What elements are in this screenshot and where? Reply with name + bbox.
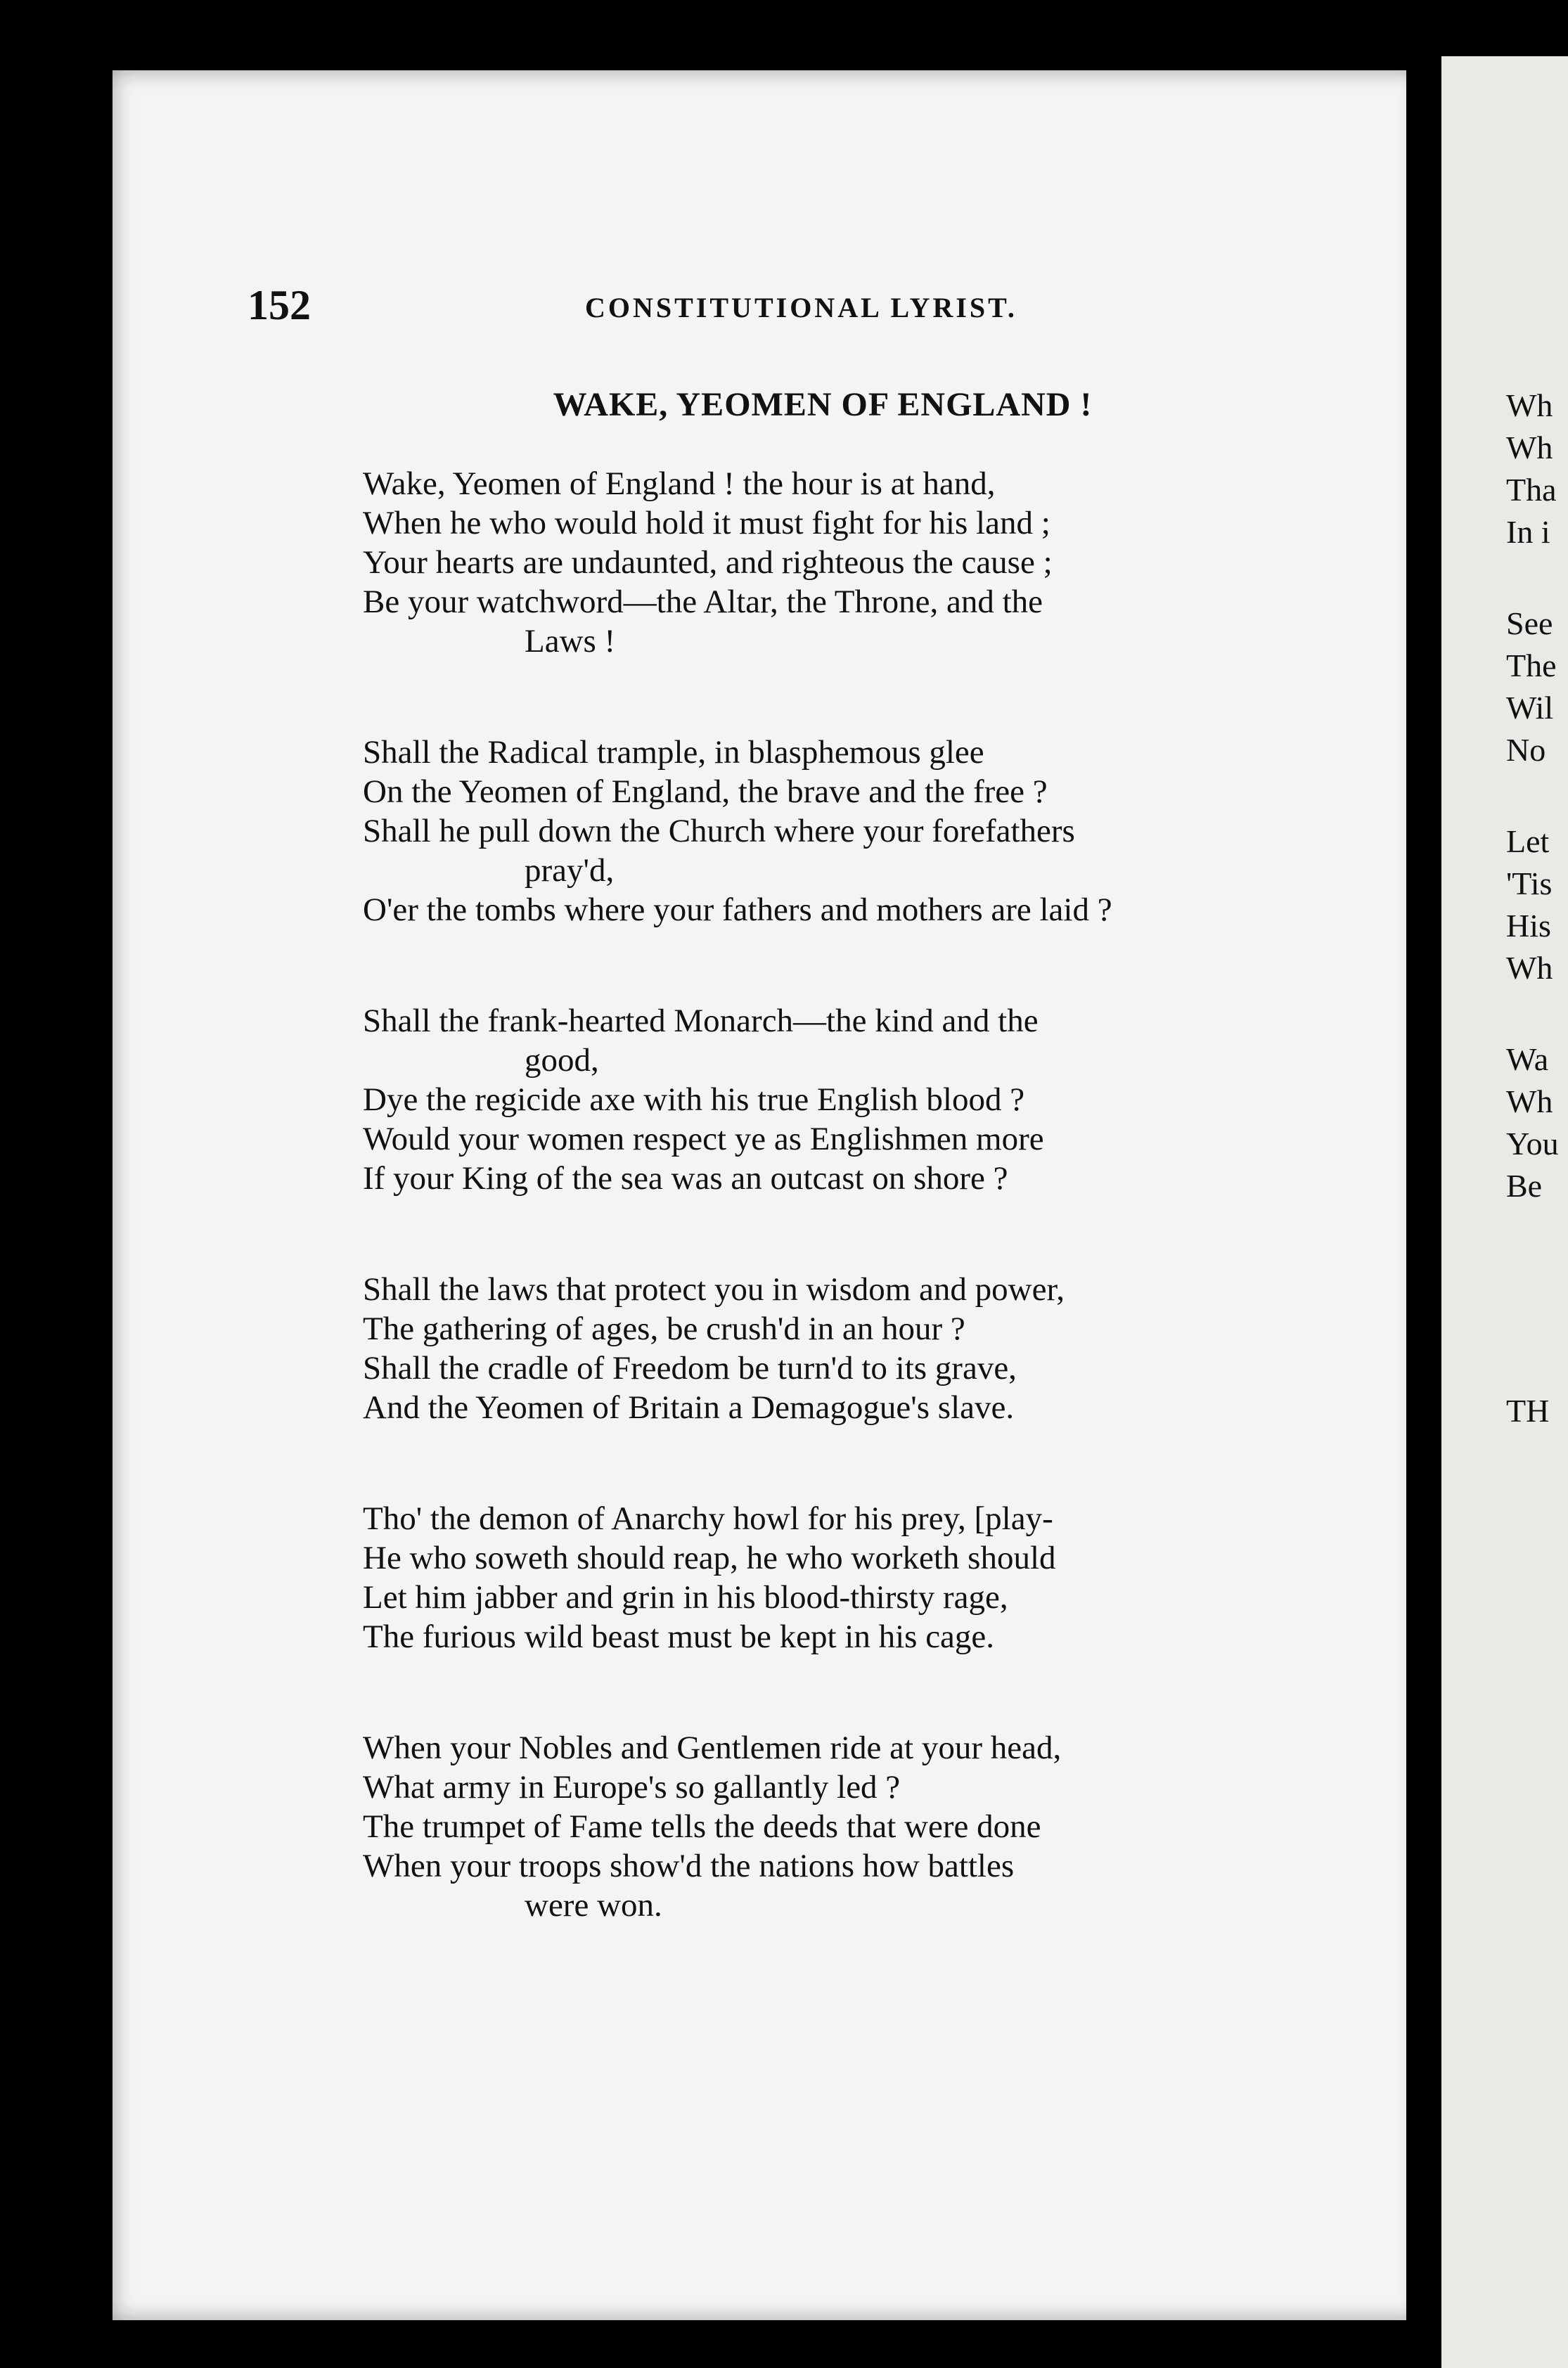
poem-line: When your Nobles and Gentlemen ride at your head, xyxy=(363,1730,1062,1766)
poem-line: Dye the regicide axe with his true English blood ? xyxy=(363,1081,1025,1118)
poem-line: The trumpet of Fame tells the deeds that were done xyxy=(363,1808,1041,1845)
poem-line: Tho' the demon of Anarchy howl for his prey, [play- xyxy=(363,1500,1053,1537)
poem-line: When he who would hold it must fight for his land ; xyxy=(363,505,1050,541)
stanza xyxy=(363,1270,1305,1427)
facing-page-fragment: Wh xyxy=(1506,387,1553,423)
facing-page-fragment: No xyxy=(1506,732,1546,768)
facing-page-fragment: TH xyxy=(1506,1393,1550,1429)
facing-page-fragment: Wh xyxy=(1506,950,1553,986)
poem-line: Shall he pull down the Church where your forefathers xyxy=(363,813,1075,849)
stanza xyxy=(363,1499,1305,1656)
poem-body xyxy=(363,464,1305,1997)
stanza xyxy=(363,733,1305,929)
running-title: CONSTITUTIONAL LYRIST. xyxy=(585,292,1017,323)
facing-page-fragment: See xyxy=(1506,605,1553,641)
facing-page-fragment: Let xyxy=(1506,823,1550,859)
poem-line: The furious wild beast must be kept in his cage. xyxy=(363,1619,995,1655)
facing-page-fragment: His xyxy=(1506,908,1551,944)
facing-page-fragment: The xyxy=(1506,648,1557,683)
stanza xyxy=(363,1728,1305,1925)
facing-page-fragment: Wa xyxy=(1506,1041,1549,1077)
page-gutter xyxy=(1406,42,1441,2368)
facing-page-fragment: In i xyxy=(1506,514,1550,550)
page-number: 152 xyxy=(248,282,311,328)
poem-line: Your hearts are undaunted, and righteous the cause ; xyxy=(363,544,1053,581)
poem-line: Would your women respect ye as Englishmen more xyxy=(363,1121,1044,1157)
facing-page-fragment: Wh xyxy=(1506,1083,1553,1119)
facing-page-fragment: Wh xyxy=(1506,430,1553,465)
stanza xyxy=(363,1001,1305,1198)
poem-line: were won. xyxy=(525,1887,662,1924)
poem-line: Shall the Radical trample, in blasphemous glee xyxy=(363,734,984,771)
poem-line: What army in Europe's so gallantly led ? xyxy=(363,1769,901,1806)
poem-line: pray'd, xyxy=(525,852,615,889)
facing-page-fragment: Be xyxy=(1506,1168,1543,1204)
poem-line: When your troops show'd the nations how battles xyxy=(363,1848,1015,1884)
poem-line: He who soweth should reap, he who worketh should xyxy=(363,1540,1056,1576)
poem-line: Be your watchword—the Altar, the Throne, and the xyxy=(363,584,1043,620)
poem-line: Shall the laws that protect you in wisdom and power, xyxy=(363,1271,1065,1308)
poem-line: good, xyxy=(525,1042,599,1079)
poem-line: On the Yeomen of England, the brave and the free ? xyxy=(363,773,1048,810)
poem-line: And the Yeomen of Britain a Demagogue's slave. xyxy=(363,1389,1015,1426)
facing-page-fragment: Tha xyxy=(1506,472,1557,508)
facing-page-fragment: 'Tis xyxy=(1506,866,1553,901)
poem-line: Let him jabber and grin in his blood-thirsty rage, xyxy=(363,1579,1008,1616)
poem-line: Laws ! xyxy=(525,623,616,659)
poem-line: If your King of the sea was an outcast on shore ? xyxy=(363,1160,1008,1197)
poem-line: Shall the cradle of Freedom be turn'd to its grave, xyxy=(363,1350,1017,1386)
poem-line: The gathering of ages, be crush'd in an hour ? xyxy=(363,1311,965,1347)
facing-page-edge xyxy=(1441,56,1568,2368)
poem-line: Wake, Yeomen of England ! the hour is at hand, xyxy=(363,465,996,502)
stanza xyxy=(363,464,1305,661)
poem-line: O'er the tombs where your fathers and mothers are laid ? xyxy=(363,892,1112,928)
poem-title: WAKE, YEOMEN OF ENGLAND ! xyxy=(553,386,1093,423)
poem-line: Shall the frank-hearted Monarch—the kind and the xyxy=(363,1003,1039,1039)
page-header xyxy=(248,281,1344,330)
facing-page-fragment: Wil xyxy=(1506,690,1554,726)
facing-page-fragment: You xyxy=(1506,1126,1559,1162)
